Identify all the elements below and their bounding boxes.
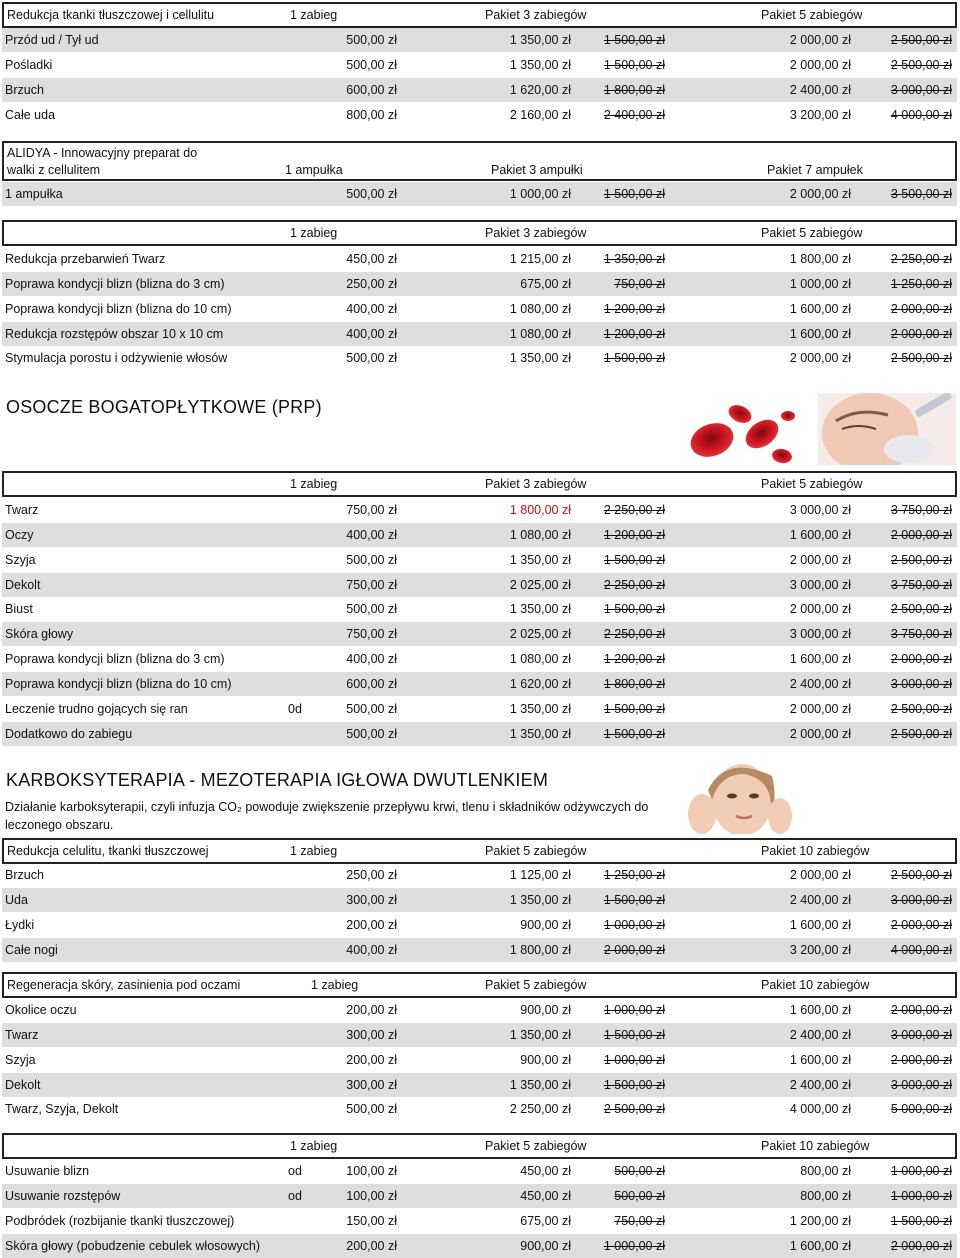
price-pack-a: 1 350,00 zł (509, 1027, 571, 1042)
price-pack-b: 4 000,00 zł (789, 1102, 851, 1117)
price-pack-a-old: 1 200,00 zł (603, 326, 665, 341)
price-pack-a-old: 500,00 zł (614, 1164, 665, 1178)
price-pack-a-old: 2 000,00 zł (603, 942, 665, 957)
price-pack-a-old: 500,00 zł (614, 1188, 665, 1203)
price-pack-a: 675,00 zł (520, 276, 571, 291)
price-row (2, 1159, 957, 1183)
price-pack-b-old: 2 500,00 zł (890, 868, 952, 882)
price-single: 800,00 zł (346, 107, 397, 122)
price-pack-b-old: 3 750,00 zł (890, 577, 952, 592)
price-single: 450,00 zł (346, 252, 397, 266)
price-pack-b: 2 400,00 zł (789, 676, 851, 691)
price-pack-a: 1 620,00 zł (509, 676, 571, 691)
price-single: 400,00 zł (346, 326, 397, 341)
section-title: KARBOKSYTERAPIA - MEZOTERAPIA IGŁOWA DWUTLENKIEM (6, 770, 549, 790)
price-pack-b: 2 000,00 zł (789, 868, 851, 882)
table-header (2, 141, 957, 181)
price-pack-a-old: 1 350,00 zł (603, 252, 665, 266)
price-pack-b-old: 2 500,00 zł (890, 602, 952, 617)
price-pack-a: 675,00 zł (520, 1213, 571, 1228)
price-pack-a-old: 1 500,00 zł (603, 33, 665, 47)
price-single: 200,00 zł (346, 1238, 397, 1253)
treatment-name: Podbródek (rozbijanie tkanki tłuszczowej) (5, 1213, 235, 1228)
price-pack-a-old: 2 500,00 zł (603, 1102, 665, 1117)
price-pack-a-old: 1 500,00 zł (603, 726, 665, 741)
price-single: 300,00 zł (346, 892, 397, 907)
price-pack-b: 2 000,00 zł (789, 33, 851, 47)
price-pack-a-old: 1 000,00 zł (603, 1003, 665, 1017)
price-pack-b: 1 600,00 zł (789, 326, 851, 341)
treatment-name: Szyja (5, 552, 36, 567)
header-col-pack-b: Pakiet 10 zabiegów (761, 978, 870, 992)
treatment-name: Poprawa kondycji blizn (blizna do 10 cm) (5, 676, 232, 691)
table-header (2, 2, 957, 28)
price-pack-b: 2 000,00 zł (789, 602, 851, 617)
price-single: 200,00 zł (346, 1003, 397, 1017)
header-label-line: walki z cellulitem (7, 163, 101, 177)
price-pack-b: 1 000,00 zł (789, 276, 851, 291)
treatment-name: Poprawa kondycji blizn (blizna do 3 cm) (5, 652, 225, 667)
header-col-single: 1 zabieg (290, 1139, 338, 1153)
price-pack-b-old: 1 000,00 zł (890, 1164, 952, 1178)
price-row (2, 863, 957, 887)
price-pack-a: 1 080,00 zł (509, 326, 571, 341)
price-pack-b: 1 600,00 zł (789, 917, 851, 932)
price-row (2, 322, 957, 346)
header-col-pack-a: Pakiet 5 zabiegów (485, 844, 587, 858)
blood-cell (726, 402, 755, 427)
price-single: 500,00 zł (346, 351, 397, 366)
price-pack-a: 1 350,00 zł (509, 57, 571, 72)
treatment-name: Pośladki (5, 57, 53, 72)
price-pack-a: 1 800,00 zł (509, 942, 571, 957)
table-header (2, 838, 957, 864)
price-pack-a-old: 2 250,00 zł (603, 627, 665, 642)
price-prefix: od (288, 1164, 302, 1178)
price-row (2, 622, 957, 646)
price-pack-b: 3 200,00 zł (789, 107, 851, 122)
price-pack-b-old: 3 000,00 zł (890, 1027, 952, 1042)
treatment-name: Skóra głowy (5, 627, 74, 642)
blood-cells-illustration (682, 392, 800, 468)
price-pack-b-old: 2 500,00 zł (890, 351, 952, 366)
price-row (2, 53, 957, 77)
treatment-name: Brzuch (5, 82, 44, 97)
price-pack-b: 1 600,00 zł (789, 1003, 851, 1017)
price-pack-b: 800,00 zł (800, 1188, 851, 1203)
treatment-name: Usuwanie blizn (5, 1164, 90, 1178)
price-row (2, 28, 957, 52)
price-pack-a: 2 025,00 zł (509, 577, 571, 592)
price-single: 400,00 zł (346, 652, 397, 667)
header-label: Redukcja tkanki tłuszczowej i cellulitu (7, 8, 215, 22)
treatment-name: Łydki (5, 917, 35, 932)
price-row (2, 722, 957, 746)
treatment-name: Skóra głowy (pobudzenie cebulek włosowych) (5, 1238, 260, 1253)
treatment-name: Stymulacja porostu i odżywienie włosów (5, 351, 228, 366)
treatment-name: Okolice oczu (5, 1003, 77, 1017)
price-pack-a-old: 1 000,00 zł (603, 1238, 665, 1253)
price-pack-b-old: 2 500,00 zł (890, 552, 952, 567)
treatment-name: Poprawa kondycji blizn (blizna do 10 cm) (5, 301, 232, 316)
price-pack-a-old: 1 000,00 zł (603, 917, 665, 932)
price-pack-a-old: 1 000,00 zł (603, 1052, 665, 1067)
price-pack-b: 2 400,00 zł (789, 892, 851, 907)
treatment-name: Całe uda (5, 107, 56, 122)
header-col-pack-b: Pakiet 5 zabiegów (761, 226, 863, 240)
section-description: Działanie karboksyterapii, czyli infuzja CO₂ powoduje zwiększenie przepływu krwi, tlenu i składników odżywczych do leczonego obszaru. (5, 800, 649, 832)
price-single: 750,00 zł (346, 503, 397, 517)
price-pack-a: 900,00 zł (520, 1238, 571, 1253)
price-row (2, 998, 957, 1022)
price-single: 500,00 zł (346, 602, 397, 617)
price-single: 500,00 zł (346, 1102, 397, 1117)
price-pack-b: 1 600,00 zł (789, 527, 851, 542)
price-row (2, 938, 957, 962)
price-pack-a-old: 1 250,00 zł (603, 868, 665, 882)
price-pack-a-old: 1 500,00 zł (603, 552, 665, 567)
price-pack-b: 1 200,00 zł (789, 1213, 851, 1228)
price-pack-a: 2 250,00 zł (509, 1102, 571, 1117)
price-pack-b-old: 2 000,00 zł (890, 917, 952, 932)
price-row (2, 597, 957, 621)
price-single: 200,00 zł (346, 1052, 397, 1067)
price-row (2, 1097, 957, 1121)
treatment-name: Przód ud / Tył ud (5, 33, 99, 47)
price-pack-b: 3 000,00 zł (789, 503, 851, 517)
price-pack-a-old: 2 250,00 zł (603, 577, 665, 592)
section-title: OSOCZE BOGATOPŁYTKOWE (PRP) (6, 397, 322, 417)
price-pack-b: 2 400,00 zł (789, 1027, 851, 1042)
price-pack-b-old: 2 000,00 zł (890, 301, 952, 316)
price-row (2, 346, 957, 370)
price-pack-a: 1 350,00 zł (509, 726, 571, 741)
price-row (2, 647, 957, 671)
header-label (7, 145, 197, 179)
price-single: 500,00 zł (346, 187, 397, 201)
price-row (2, 1048, 957, 1072)
treatment-name: Dekolt (5, 1077, 41, 1092)
woman-face-photo (672, 760, 800, 834)
price-pack-b-old: 1 000,00 zł (890, 1188, 952, 1203)
price-pack-b-old: 2 000,00 zł (890, 527, 952, 542)
treatment-name: Całe nogi (5, 942, 58, 957)
table-header (2, 1133, 957, 1159)
price-pack-a: 2 160,00 zł (509, 107, 571, 122)
price-pack-a: 1 215,00 zł (509, 252, 571, 266)
price-pack-a-old: 1 200,00 zł (603, 527, 665, 542)
price-pack-b-old: 2 500,00 zł (890, 726, 952, 741)
price-pack-a-old: 1 500,00 zł (603, 351, 665, 366)
price-prefix: 0d (288, 701, 302, 716)
treatment-name: Dekolt (5, 577, 41, 592)
price-pack-b-old: 3 000,00 zł (890, 676, 952, 691)
price-row (2, 297, 957, 321)
treatment-name: Twarz (5, 1027, 39, 1042)
price-pack-a-old: 1 500,00 zł (603, 1027, 665, 1042)
price-pack-a-old: 1 200,00 zł (603, 652, 665, 667)
face-injection-photo (818, 393, 956, 465)
price-pack-a-old: 1 800,00 zł (603, 676, 665, 691)
price-single: 500,00 zł (346, 33, 397, 47)
price-row (2, 1209, 957, 1233)
header-col-pack-b: Pakiet 5 zabiegów (761, 8, 863, 22)
table-header (2, 471, 957, 497)
price-pack-a: 900,00 zł (520, 917, 571, 932)
header-col-pack-a: Pakiet 3 zabiegów (485, 477, 587, 491)
price-pack-b: 2 400,00 zł (789, 82, 851, 97)
header-col-pack-b: Pakiet 10 zabiegów (761, 1139, 870, 1153)
price-pack-a: 1 350,00 zł (509, 1077, 571, 1092)
price-pack-b-old: 3 750,00 zł (890, 503, 952, 517)
price-row (2, 498, 957, 522)
header-col-pack-a: Pakiet 5 zabiegów (485, 1139, 587, 1153)
price-pack-b-old: 2 000,00 zł (890, 1238, 952, 1253)
price-pack-a: 1 080,00 zł (509, 301, 571, 316)
price-single: 500,00 zł (346, 701, 397, 716)
price-single: 250,00 zł (346, 868, 397, 882)
price-row (2, 1184, 957, 1208)
treatment-name: Leczenie trudno gojących się ran (5, 701, 188, 716)
price-single: 300,00 zł (346, 1027, 397, 1042)
price-row (2, 548, 957, 572)
header-col-single: 1 zabieg (290, 226, 338, 240)
treatment-name: Oczy (5, 527, 34, 542)
treatment-name: Twarz (5, 503, 39, 517)
header-col-pack-a: Pakiet 3 ampułki (491, 163, 583, 177)
price-pack-b: 2 000,00 zł (789, 726, 851, 741)
price-pack-b: 2 000,00 zł (789, 57, 851, 72)
price-pack-b-old: 3 750,00 zł (890, 627, 952, 642)
blood-cell (771, 447, 793, 464)
price-pack-b: 2 000,00 zł (789, 351, 851, 366)
price-pack-a: 450,00 zł (520, 1164, 571, 1178)
price-pack-b: 3 000,00 zł (789, 627, 851, 642)
price-single: 300,00 zł (346, 1077, 397, 1092)
header-label: Redukcja celulitu, tkanki tłuszczowej (7, 844, 209, 858)
price-pack-a: 2 025,00 zł (509, 627, 571, 642)
price-prefix: od (288, 1188, 302, 1203)
price-pack-a-old: 1 500,00 zł (603, 602, 665, 617)
price-pack-a-old: 750,00 zł (614, 276, 665, 291)
price-single: 400,00 zł (346, 301, 397, 316)
price-pack-a: 900,00 zł (520, 1052, 571, 1067)
price-pack-b-old: 4 000,00 zł (890, 107, 952, 122)
price-pack-a-old: 1 500,00 zł (603, 701, 665, 716)
price-row (2, 1023, 957, 1047)
price-single: 100,00 zł (346, 1164, 397, 1178)
price-row (2, 672, 957, 696)
price-pack-b-old: 3 000,00 zł (890, 1077, 952, 1092)
price-single: 500,00 zł (346, 726, 397, 741)
blood-cell (686, 417, 738, 462)
price-row (2, 1234, 957, 1258)
price-row (2, 247, 957, 271)
price-pack-b: 1 600,00 zł (789, 652, 851, 667)
treatment-name: Twarz, Szyja, Dekolt (5, 1102, 119, 1117)
header-col-single: 1 ampułka (285, 163, 343, 177)
price-pack-b-old: 2 000,00 zł (890, 326, 952, 341)
price-single: 750,00 zł (346, 627, 397, 642)
price-pack-a-old: 1 500,00 zł (603, 187, 665, 201)
treatment-name: Usuwanie rozstępów (5, 1188, 121, 1203)
price-single: 400,00 zł (346, 527, 397, 542)
header-col-pack-a: Pakiet 3 zabiegów (485, 8, 587, 22)
price-pack-b-old: 2 500,00 zł (890, 701, 952, 716)
treatment-name: Brzuch (5, 868, 44, 882)
price-pack-b: 3 200,00 zł (789, 942, 851, 957)
price-single: 150,00 zł (346, 1213, 397, 1228)
price-single: 250,00 zł (346, 276, 397, 291)
price-pack-a-old: 2 400,00 zł (603, 107, 665, 122)
price-pack-b-old: 1 250,00 zł (890, 276, 952, 291)
price-row (2, 573, 957, 597)
treatment-name: Uda (5, 892, 28, 907)
price-pack-b-old: 4 000,00 zł (890, 942, 952, 957)
price-pack-a: 1 000,00 zł (509, 187, 571, 201)
price-single: 600,00 zł (346, 82, 397, 97)
price-row (2, 1073, 957, 1097)
price-pack-a: 1 350,00 zł (509, 33, 571, 47)
price-pack-b-old: 5 000,00 zł (890, 1102, 952, 1117)
price-row (2, 103, 957, 127)
table-header (2, 972, 957, 998)
price-pack-b: 2 000,00 zł (789, 187, 851, 201)
treatment-name: Poprawa kondycji blizn (blizna do 3 cm) (5, 276, 225, 291)
price-pack-a: 1 125,00 zł (509, 868, 571, 882)
price-row (2, 272, 957, 296)
price-pack-a: 1 620,00 zł (509, 82, 571, 97)
price-pack-a-old: 1 200,00 zł (603, 301, 665, 316)
treatment-name: Szyja (5, 1052, 36, 1067)
price-pack-b: 1 800,00 zł (789, 252, 851, 266)
treatment-name: Biust (5, 602, 33, 617)
price-pack-b-old: 2 000,00 zł (890, 1052, 952, 1067)
header-col-single: 1 zabieg (290, 844, 338, 858)
price-pack-b-old: 2 500,00 zł (890, 57, 952, 72)
header-col-pack-a: Pakiet 5 zabiegów (485, 978, 587, 992)
price-row (2, 888, 957, 912)
price-pack-b-old: 2 000,00 zł (890, 652, 952, 667)
price-pack-b-old: 2 250,00 zł (890, 252, 952, 266)
price-pack-a-old: 1 800,00 zł (603, 82, 665, 97)
treatment-name: Redukcja rozstępów obszar 10 x 10 cm (5, 326, 224, 341)
treatment-name: Redukcja przebarwień Twarz (5, 252, 166, 266)
price-pack-a: 900,00 zł (520, 1003, 571, 1017)
price-row (2, 78, 957, 102)
price-row (2, 182, 957, 206)
price-pack-b-old: 2 500,00 zł (890, 33, 952, 47)
treatment-name: Dodatkowo do zabiegu (5, 726, 133, 741)
price-pack-b: 800,00 zł (800, 1164, 851, 1178)
price-row (2, 913, 957, 937)
price-single: 500,00 zł (346, 57, 397, 72)
header-label-line: ALIDYA - Innowacyjny preparat do (7, 146, 198, 160)
header-col-single: 1 zabieg (290, 8, 338, 22)
price-pack-b-old: 3 000,00 zł (890, 892, 952, 907)
price-pack-a: 1 350,00 zł (509, 892, 571, 907)
header-col-pack-b: Pakiet 10 zabiegów (761, 844, 870, 858)
price-pack-a: 1 080,00 zł (509, 527, 571, 542)
price-pack-a: 450,00 zł (520, 1188, 571, 1203)
price-pack-a: 1 080,00 zł (509, 652, 571, 667)
blood-cell (781, 411, 795, 421)
price-pack-a-old: 1 500,00 zł (603, 1077, 665, 1092)
price-pack-a: 1 350,00 zł (509, 351, 571, 366)
price-pack-b-old: 3 500,00 zł (890, 187, 952, 201)
price-pack-b: 2 400,00 zł (789, 1077, 851, 1092)
header-label: Regeneracja skóry, zasinienia pod oczami (7, 978, 241, 992)
header-col-pack-a: Pakiet 3 zabiegów (485, 226, 587, 240)
price-pack-a-old: 1 500,00 zł (603, 892, 665, 907)
treatment-name: 1 ampułka (5, 187, 63, 201)
price-row (2, 523, 957, 547)
price-pack-b-old: 2 000,00 zł (890, 1003, 952, 1017)
price-single: 750,00 zł (346, 577, 397, 592)
price-single: 100,00 zł (346, 1188, 397, 1203)
price-pack-a: 1 350,00 zł (509, 701, 571, 716)
header-col-single: 1 zabieg (290, 477, 338, 491)
price-pack-a: 1 350,00 zł (509, 602, 571, 617)
price-pack-a: 1 350,00 zł (509, 552, 571, 567)
price-single: 500,00 zł (346, 552, 397, 567)
price-pack-b: 1 600,00 zł (789, 1052, 851, 1067)
price-pack-b: 2 000,00 zł (789, 701, 851, 716)
price-single: 400,00 zł (346, 942, 397, 957)
price-pack-a-old: 750,00 zł (614, 1213, 665, 1228)
price-pack-a-old: 2 250,00 zł (603, 503, 665, 517)
price-pack-a: 1 800,00 zł (509, 503, 571, 517)
header-col-pack-b: Pakiet 5 zabiegów (761, 477, 863, 491)
header-col-single: 1 zabieg (311, 978, 359, 992)
price-pack-b: 2 000,00 zł (789, 552, 851, 567)
price-pack-b: 1 600,00 zł (789, 301, 851, 316)
price-pack-b: 1 600,00 zł (789, 1238, 851, 1253)
price-pack-b-old: 1 500,00 zł (890, 1213, 952, 1228)
price-single: 600,00 zł (346, 676, 397, 691)
price-pack-b: 3 000,00 zł (789, 577, 851, 592)
price-pack-a-old: 1 500,00 zł (603, 57, 665, 72)
table-header (2, 220, 957, 246)
header-col-pack-b: Pakiet 7 ampułek (767, 163, 863, 177)
price-row (2, 697, 957, 721)
price-pack-b-old: 3 000,00 zł (890, 82, 952, 97)
price-single: 200,00 zł (346, 917, 397, 932)
